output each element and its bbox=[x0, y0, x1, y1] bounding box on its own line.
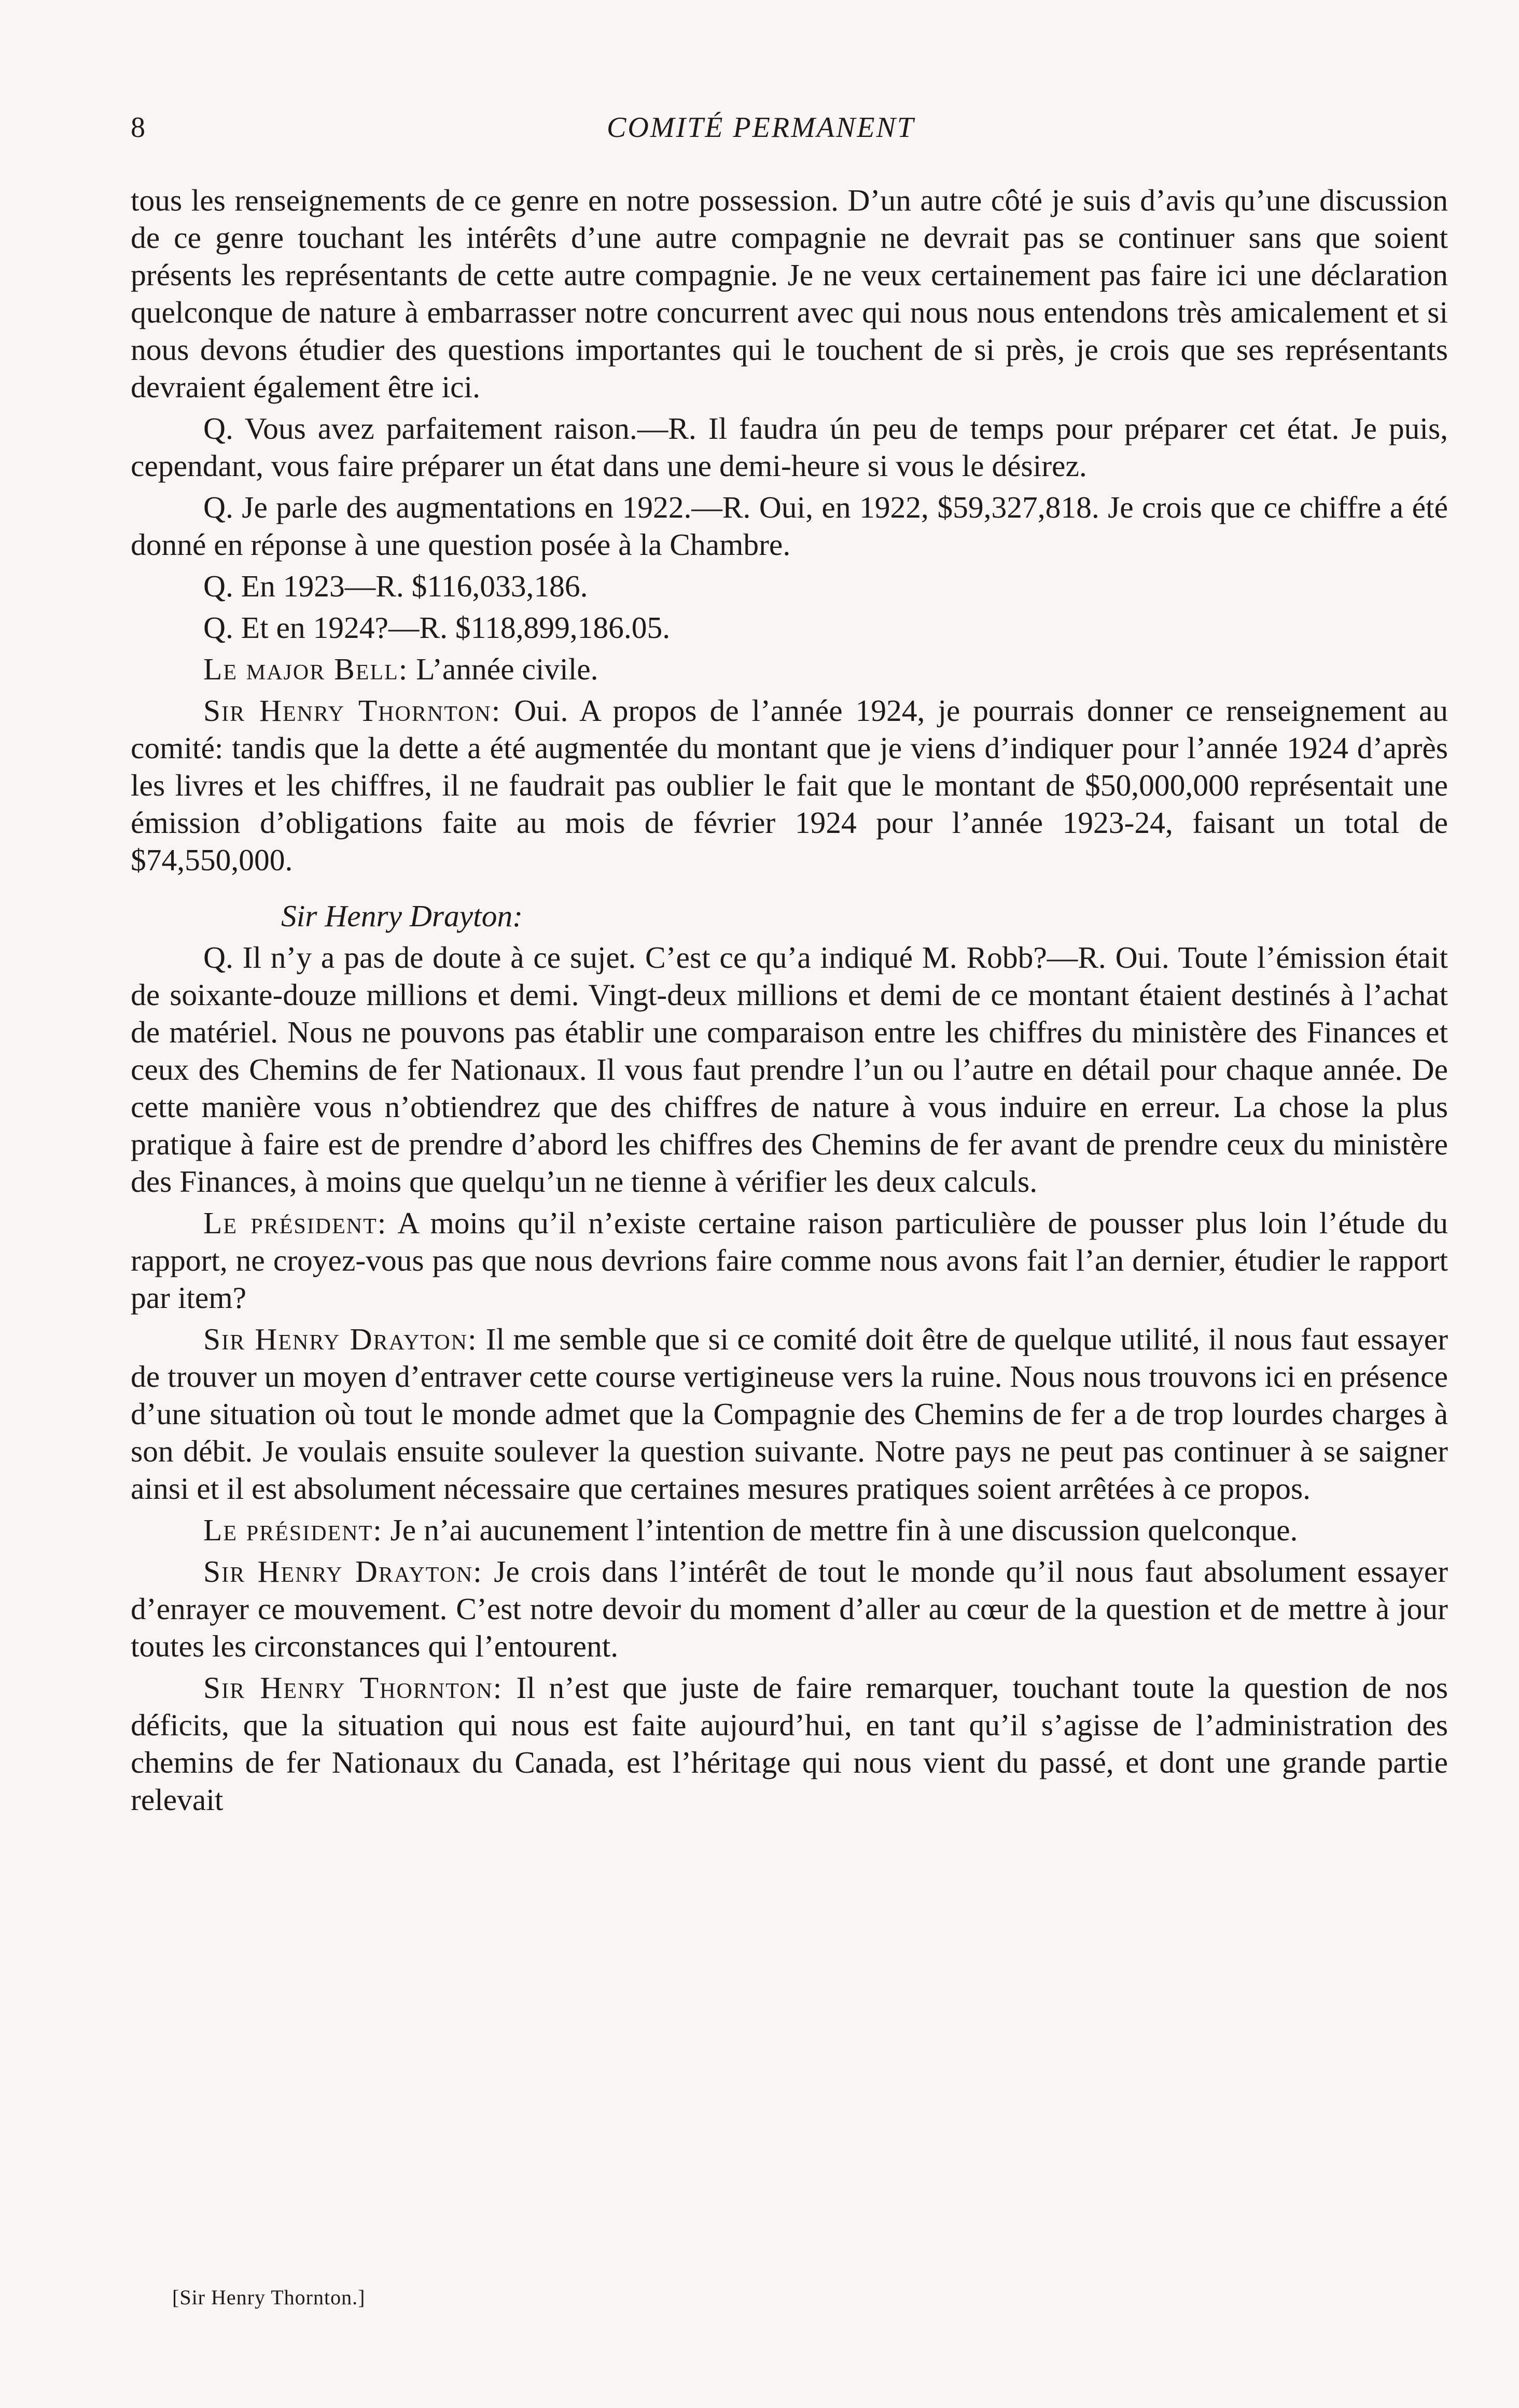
speaker-label: Le président: bbox=[203, 1206, 387, 1240]
paragraph-text: Il me semble que si ce comité doit être de quelque utilité, il nous faut essayer de trouver un moyen d’entraver cette course vertigineuse vers la ruine. Nous nous trouvons ici en présence d’une situation où tout le monde admet que la Compagnie des Chemins de fer a de trop lourdes charges à son débit. Je voulais ensuite soulever la question suivante. Notre pays ne peut pas continuer à se saigner ainsi et il est absolument nécessaire que certaines mesures pratiques soient arrêtées à ce propos. bbox=[131, 1322, 1448, 1506]
paragraph bbox=[131, 567, 1448, 605]
paragraph-text: Q. Vous avez parfaitement raison.—R. Il faudra ún peu de temps pour préparer cet état. Je puis, cependant, vous faire préparer un état dans une demi-heure si vous le désirez. bbox=[131, 411, 1448, 483]
speaker-label: Sir Henry Thornton: bbox=[203, 693, 501, 728]
paragraph bbox=[131, 489, 1448, 563]
speaker-heading: Sir Henry Drayton: bbox=[281, 899, 523, 933]
running-head: COMITÉ PERMANENT bbox=[607, 112, 915, 144]
paragraph-text: Oui. A propos de l’année 1924, je pourrais donner ce renseignement au comité: tandis que la dette a été augmentée du montant que je viens d’indiquer pour l’année 1924 d’après les livres et les chiffres, il ne faudrait pas oublier le fait que le montant de $50,000,000 représentait une émission d’obligations faite au mois de février 1924 pour l’année 1923-24, faisant un total de $74,550,000. bbox=[131, 693, 1448, 877]
paragraph-text: Q. Je parle des augmentations en 1922.—R. Oui, en 1922, $59,327,818. Je crois que ce chiffre a été donné en réponse à une question posée à la Chambre. bbox=[131, 490, 1448, 562]
paragraph-text: Q. Il n’y a pas de doute à ce sujet. C’est ce qu’a indiqué M. Robb?—R. Oui. Toute l’émission était de soixante-douze millions et demi. Vingt-deux millions et demi de ce montant étaient destinés à l’achat de matériel. Nous ne pouvons pas établir une comparaison entre les chiffres du ministère des Finances et ceux des Chemins de fer Nationaux. Il vous faut prendre l’un ou l’autre en détail pour chaque année. De cette manière vous n’obtiendrez que des chiffres de nature à vous induire en erreur. La chose la plus pratique à faire est de prendre d’abord les chiffres des Chemins de fer avant de prendre ceux du ministère des Finances, à moins que quelqu’un ne tienne à vérifier les deux calculs. bbox=[131, 940, 1448, 1199]
speaker-label: Sir Henry Drayton: bbox=[203, 1554, 483, 1589]
paragraph-text: A moins qu’il n’existe certaine raison particulière de pousser plus loin l’étude du rapport, ne croyez-vous pas que nous devrions faire comme nous avons fait l’an dernier, étudier le rapport par item? bbox=[131, 1206, 1448, 1315]
paragraph-text: L’année civile. bbox=[416, 652, 598, 686]
paragraph-text: Il n’est que juste de faire remarquer, touchant toute la question de nos déficits, que la situation qui nous est faite aujourd’hui, en tant qu’il s’agisse de l’administration des chemins de fer Nationaux du Canada, est l’héritage qui nous vient du passé, et dont une grande partie relevait bbox=[131, 1671, 1448, 1817]
speaker-label: Le major Bell: bbox=[203, 652, 409, 686]
paragraph bbox=[131, 1320, 1448, 1507]
paragraph-text: Q. Et en 1924?—R. $118,899,186.05. bbox=[203, 610, 671, 645]
page-number: 8 bbox=[131, 112, 145, 144]
speaker-label: Le président: bbox=[203, 1513, 383, 1547]
footer-catchword: [Sir Henry Thornton.] bbox=[172, 2286, 366, 2309]
paragraph bbox=[131, 410, 1448, 484]
paragraph bbox=[131, 692, 1448, 879]
paragraph-text: Je crois dans l’intérêt de tout le monde qu’il nous faut absolument essayer d’enrayer ce mouvement. C’est notre devoir du moment d’aller au cœur de la question et de mettre à jour toutes les circonstances qui l’entourent. bbox=[131, 1554, 1448, 1663]
paragraph bbox=[131, 1553, 1448, 1665]
paragraph bbox=[131, 1511, 1448, 1549]
paragraph bbox=[131, 1204, 1448, 1316]
paragraph-text: Q. En 1923—R. $116,033,186. bbox=[203, 569, 588, 603]
paragraph bbox=[131, 650, 1448, 688]
speaker-label: Sir Henry Thornton: bbox=[203, 1671, 503, 1705]
body-text bbox=[131, 182, 1448, 1818]
paragraph bbox=[131, 1669, 1448, 1818]
paragraph bbox=[131, 939, 1448, 1200]
paragraph bbox=[131, 182, 1448, 406]
paragraph bbox=[131, 609, 1448, 646]
paragraph-text: tous les renseignements de ce genre en notre possession. D’un autre côté je suis d’avis qu’une discussion de ce genre touchant les intérêts d’une autre compagnie ne devrait pas se continuer sans que soient présents les représentants de cette autre compagnie. Je ne veux certainement pas faire ici une déclaration quelconque de nature à embarrasser notre concurrent avec qui nous nous entendons très amicalement et si nous devons étudier des questions importantes qui le touchent de si près, je crois que ses représentants devraient également être ici. bbox=[131, 183, 1448, 404]
paragraph-text: Je n’ai aucunement l’intention de mettre fin à une discussion quelconque. bbox=[390, 1513, 1298, 1547]
speaker-label: Sir Henry Drayton: bbox=[203, 1322, 478, 1356]
